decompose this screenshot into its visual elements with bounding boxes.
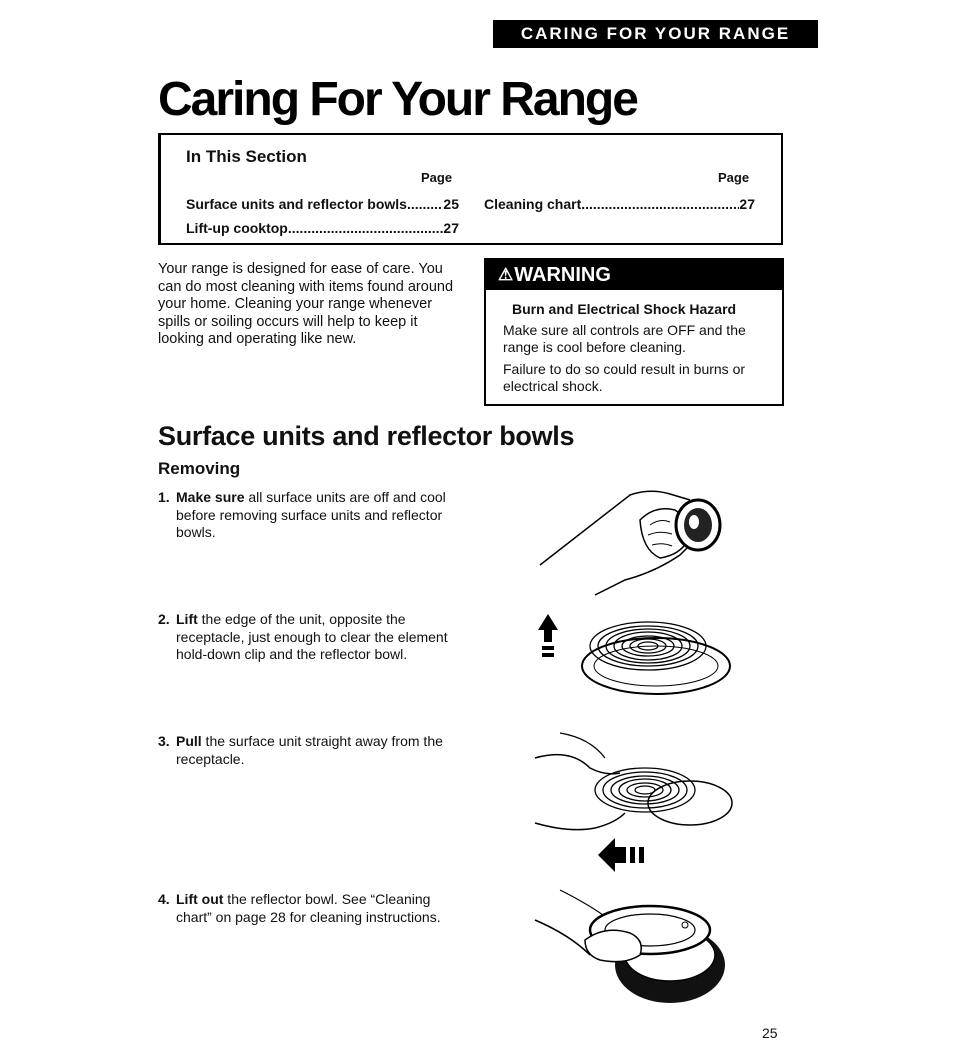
step-text (176, 489, 468, 542)
subsection-heading: Removing (158, 459, 241, 478)
toc-entry-page: 27 (739, 196, 755, 212)
warning-line-1: Make sure all controls are OFF and the range is cool before cleaning. (503, 322, 746, 355)
step-number: 2. (158, 611, 170, 627)
toc-entry[interactable] (186, 196, 459, 212)
toc-entry[interactable] (484, 196, 755, 212)
step-body: all surface units are off and cool before removing surface units and reflector bowls. (176, 489, 446, 540)
illustration-lift-unit (528, 608, 733, 700)
step-text (176, 733, 468, 768)
toc-entry-label: Cleaning chart (484, 196, 582, 212)
toc-leader (288, 220, 444, 236)
toc-entry-page: 27 (443, 220, 459, 236)
illustration-pull-unit (530, 728, 735, 878)
illustration-turn-off-knob (530, 480, 730, 600)
page-number: 25 (762, 1025, 778, 1041)
left-arrow-icon (598, 838, 644, 872)
step-lead: Pull (176, 733, 202, 749)
step-text (176, 611, 468, 664)
illustration-lift-out-bowl (530, 885, 735, 1015)
warning-header (486, 260, 782, 290)
step-number: 1. (158, 489, 170, 505)
step-text (176, 891, 468, 926)
toc-page-label-right: Page (718, 170, 750, 185)
warning-hazard: Burn and Electrical Shock Hazard (512, 301, 737, 317)
section-banner: CARING FOR YOUR RANGE (493, 20, 818, 48)
warning-title: WARNING (514, 263, 611, 286)
toc-page-label-left: Page (421, 170, 453, 185)
page-title: Caring For Your Range (158, 73, 637, 126)
warning-line-2: Failure to do so could result in burns or electrical shock. (503, 361, 746, 394)
warning-triangle-icon: ⚠ (498, 265, 514, 284)
step-body: the reflector bowl. See “Cleaning chart” on page 28 for cleaning instructions. (176, 891, 441, 925)
intro-paragraph: Your range is designed for ease of care. You can do most cleaning with items found around your home. Cleaning your range whenever spills or soiling occurs will help to keep it looking and operating like new. (158, 261, 454, 347)
step-lead: Lift (176, 611, 198, 627)
toc-entry-page: 25 (443, 196, 459, 212)
toc-entry-label: Lift-up cooktop (186, 220, 288, 236)
toc-leader (407, 196, 443, 212)
step-body: the surface unit straight away from the receptacle. (176, 733, 443, 767)
toc-heading: In This Section (186, 147, 307, 166)
step-1 (158, 489, 468, 542)
step-lead: Make sure (176, 489, 245, 505)
step-lead: Lift out (176, 891, 224, 907)
step-body: the edge of the unit, opposite the receptacle, just enough to clear the element hold-down clip and the reflector bowl. (176, 611, 448, 662)
up-arrow-icon (538, 614, 558, 630)
step-2 (158, 611, 468, 664)
toc-entry-label: Surface units and reflector bowls (186, 196, 407, 212)
step-4 (158, 891, 468, 926)
step-number: 4. (158, 891, 170, 907)
step-number: 3. (158, 733, 170, 749)
step-3 (158, 733, 468, 768)
section-title: Surface units and reflector bowls (158, 421, 575, 451)
toc-leader (581, 196, 739, 212)
toc-entry[interactable] (186, 220, 459, 236)
